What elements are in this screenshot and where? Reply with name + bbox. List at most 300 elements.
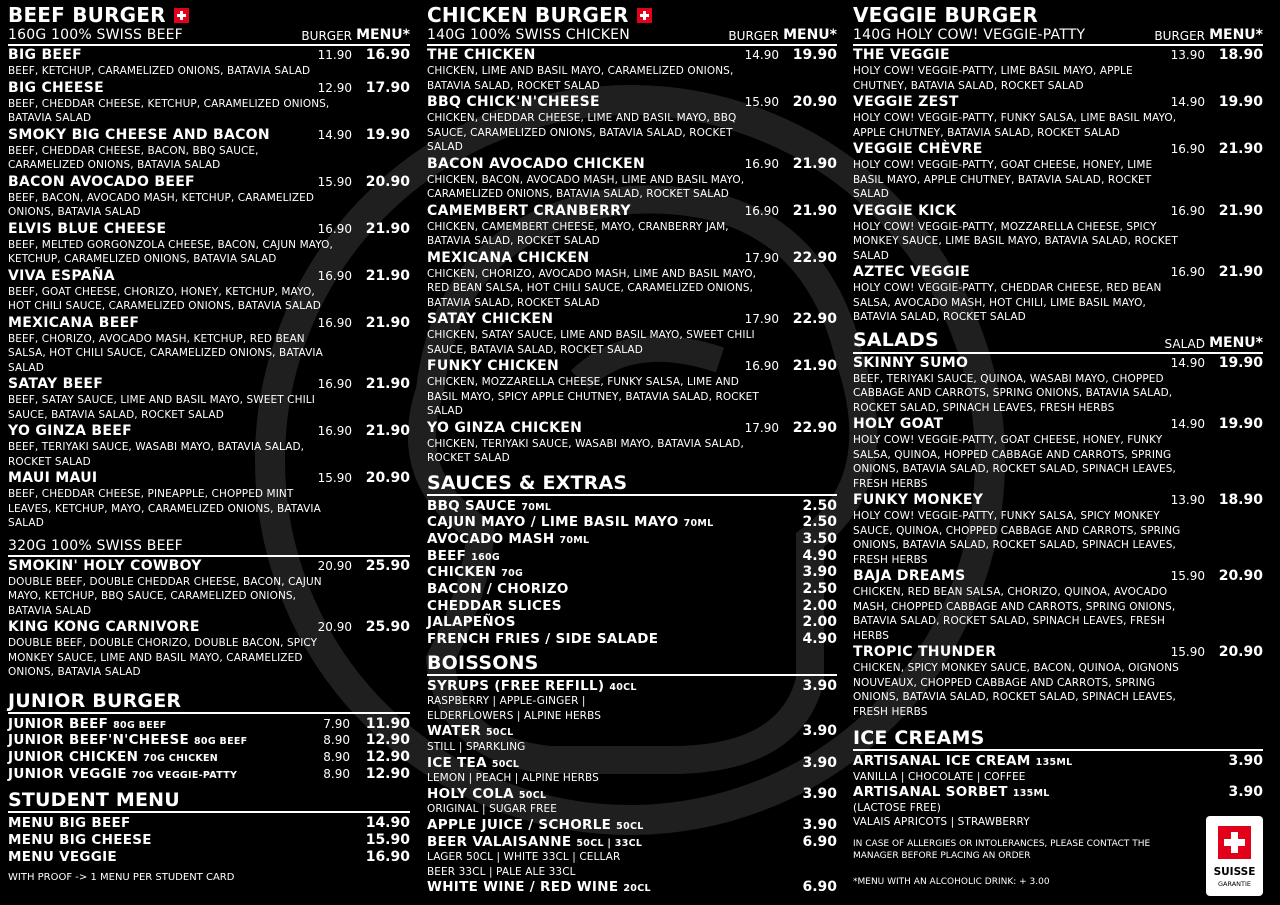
item-label: CHICKEN: [427, 564, 497, 581]
list-item-row: [8, 832, 410, 849]
list-item: [427, 614, 837, 631]
list-item-row: [8, 849, 410, 866]
item-label: JUNIOR BEEF'N'CHEESE: [8, 732, 189, 749]
list-item: [853, 753, 1263, 784]
list-item-row: [427, 678, 837, 695]
item-name: [427, 498, 777, 514]
item-label: BEEF: [427, 547, 467, 564]
item-name: [427, 531, 777, 547]
item-description: HOLY COW! VEGGIE-PATTY, GOAT CHEESE, HONEY, LIME BASIL MAYO, APPLE CHUTNEY, BATAVIA SALAD, ROCKET SALAD: [853, 159, 1153, 200]
item-description: (LACTOSE FREE) VALAIS APRICOTS | STRAWBERRY: [853, 801, 1030, 829]
item-description: CHICKEN, RED BEAN SALSA, CHORIZO, QUINOA, AVOCADO MASH, CHOPPED CABBAGE AND CARROTS, SPRING ONIONS, BATAVIA SALAD, ROCKET SALAD, SPINACH LEAVES, FRESH HERBS: [853, 586, 1176, 642]
item-price: 3.90: [802, 785, 837, 802]
item-name: BACON AVOCADO BEEF: [8, 173, 195, 190]
burger-price: 15.90: [1170, 645, 1205, 659]
item-name: THE CHICKEN: [427, 47, 536, 63]
list-item-row: [427, 564, 837, 581]
item-label: WHITE WINE / RED WINE: [427, 879, 619, 896]
item-name: BIG BEEF: [8, 47, 83, 63]
burger-price: 16.90: [1170, 203, 1205, 218]
burger-price: 16.90: [317, 424, 352, 438]
menu-price: 22.90: [792, 311, 837, 327]
list-item-row: [427, 531, 837, 548]
item-price: 15.90: [365, 831, 410, 848]
list-item: [427, 564, 837, 581]
item-label: FRENCH FRIES / SIDE SALADE: [427, 631, 659, 647]
list-item-row: [427, 548, 837, 565]
item-price: 14.90: [365, 815, 410, 832]
burger-price: 16.90: [1170, 265, 1205, 279]
sauces-title: SAUCES & EXTRAS: [427, 472, 837, 496]
menu-item: [853, 492, 1263, 567]
item-label: MENU BIG CHEESE: [8, 831, 152, 848]
item-price: 3.90: [1228, 753, 1263, 769]
list-item-row: [427, 723, 837, 740]
item-size: 160G: [471, 551, 500, 563]
list-item: [427, 834, 837, 880]
menu-item-row: [427, 358, 837, 375]
list-item-row: [427, 614, 837, 631]
item-price: 6.90: [802, 833, 837, 850]
item-name: VEGGIE ZEST: [853, 94, 959, 110]
menu-item: [427, 203, 837, 249]
menu-column-header: MENU*: [1209, 334, 1263, 351]
list-item: [8, 815, 410, 832]
item-label: APPLE JUICE / SCHORLE: [427, 816, 612, 833]
item-description: CHICKEN, LIME AND BASIL MAYO, CARAMELIZED ONIONS, BATAVIA SALAD, ROCKET SALAD: [427, 65, 734, 92]
item-label: ARTISANAL ICE CREAM: [853, 753, 1031, 769]
menu-item-row: [427, 250, 837, 267]
burger-price: 15.90: [744, 95, 779, 109]
item-size: 50CL: [491, 758, 520, 770]
menu-item: [853, 141, 1263, 202]
beef-320-subheader: [8, 537, 410, 557]
menu-item: [8, 376, 410, 422]
menu-item-row: [427, 47, 837, 64]
drinks-title: BOISSONS: [427, 652, 837, 676]
menu-item-row: [8, 619, 410, 636]
item-price: 3.90: [1228, 784, 1263, 801]
menu-price: 21.90: [1218, 264, 1263, 280]
swiss-flag-icon: [174, 8, 189, 23]
item-size: 70G VEGGIE-PATTY: [131, 769, 238, 781]
item-size: 50CL: [616, 820, 644, 832]
item-name: YO GINZA BEEF: [8, 423, 132, 439]
menu-item: [8, 268, 410, 314]
burger-price: 13.90: [1170, 493, 1205, 507]
item-label: JUNIOR VEGGIE: [8, 765, 127, 782]
item-description: BEEF, SATAY SAUCE, LIME AND BASIL MAYO, SWEET CHILI SAUCE, BATAVIA SALAD, ROCKET SALAD: [8, 394, 315, 421]
item-label: AVOCADO MASH: [427, 530, 555, 547]
item-name: [853, 784, 1203, 800]
menu-item: [427, 94, 837, 155]
veggie-burger-title: VEGGIE BURGER: [853, 3, 1039, 27]
burger-price: 14.90: [1170, 95, 1205, 109]
column-left: [8, 4, 410, 884]
menu-price: 19.90: [792, 47, 837, 63]
item-label: MENU BIG BEEF: [8, 815, 131, 832]
item-description: BEEF, CHEDDAR CHEESE, BACON, BBQ SAUCE, CARAMELIZED ONIONS, BATAVIA SALAD: [8, 144, 259, 171]
item-price: 3.50: [802, 530, 837, 547]
menu-price: 22.90: [792, 249, 837, 266]
item-size: 80G BEEF: [113, 719, 167, 731]
item-name: TROPIC THUNDER: [853, 644, 997, 660]
allergy-note: IN CASE OF ALLERGIES OR INTOLERANCES, PLEASE CONTACT THE MANAGER BEFORE PLACING AN ORDER: [853, 838, 1151, 861]
menu-item: [853, 47, 1263, 93]
menu-item-row: [427, 311, 837, 328]
item-label: SYRUPS (FREE REFILL): [427, 677, 605, 694]
item-size: 70ML: [683, 518, 714, 530]
item-description: HOLY COW! VEGGIE-PATTY, LIME BASIL MAYO, APPLE CHUTNEY, BATAVIA SALAD, ROCKET SALAD: [853, 65, 1133, 92]
menu-item: [853, 355, 1263, 416]
list-item-row: [427, 498, 837, 515]
menu-price: 20.90: [1218, 568, 1263, 584]
item-price: 3.90: [802, 816, 837, 833]
burger-price: 15.90: [317, 174, 352, 189]
beef-title-row: [8, 4, 410, 26]
list-item-row: [853, 784, 1263, 801]
item-description: BEEF, CHORIZO, AVOCADO MASH, KETCHUP, RED BEAN SALSA, HOT CHILI SAUCE, CARAMELIZED ONIONS, BATAVIA SALAD: [8, 332, 323, 374]
burger-price: 17.90: [744, 420, 779, 435]
item-name: VEGGIE CHÈVRE: [853, 141, 983, 157]
item-description: BEEF, CHEDDAR CHEESE, KETCHUP, CARAMELIZED ONIONS, BATAVIA SALAD: [8, 97, 330, 124]
item-size: 70ML: [521, 501, 552, 513]
item-description: CHICKEN, CAMEMBERT CHEESE, MAYO, CRANBERRY JAM, BATAVIA SALAD, ROCKET SALAD: [427, 220, 729, 247]
menu-price: 25.90: [365, 619, 410, 635]
menu-item-row: [8, 221, 410, 238]
menu-item: [427, 420, 837, 466]
menu-item: [427, 250, 837, 311]
item-name: AZTEC VEGGIE: [853, 264, 971, 280]
item-name: BACON AVOCADO CHICKEN: [427, 155, 646, 172]
list-item: [853, 784, 1263, 830]
item-name: [427, 678, 777, 694]
item-description: HOLY COW! VEGGIE-PATTY, FUNKY SALSA, SPICY MONKEY SAUCE, QUINOA, CHOPPED CABBAGE AND CARROTS, SPRING ONIONS, BATAVIA SALAD, ROCKET SALAD, SPINACH LEAVES, FRESH HERBS: [853, 510, 1181, 566]
burger-price: 8.90: [323, 766, 350, 781]
item-name: BAJA DREAMS: [853, 568, 966, 584]
student-note: WITH PROOF -> 1 MENU PER STUDENT CARD: [8, 872, 235, 884]
item-label: BBQ SAUCE: [427, 497, 517, 514]
menu-item-row: [853, 568, 1263, 585]
icecream-item-list: [853, 753, 1263, 830]
list-item: [8, 849, 410, 866]
item-name: [427, 564, 777, 580]
item-name: FUNKY MONKEY: [853, 492, 984, 508]
chicken-subheader: [427, 26, 837, 46]
list-item: [427, 631, 837, 648]
item-description: BEEF, TERIYAKI SAUCE, QUINOA, WASABI MAYO, CHOPPED CABBAGE AND CARROTS, SPRING ONIONS, BATAVIA SALAD, ROCKET SALAD, SPINACH LEAVES, FRESH HERBS: [853, 372, 1173, 414]
burger-price: 14.90: [317, 127, 352, 142]
chicken-title-row: [427, 4, 837, 26]
item-name: THE VEGGIE: [853, 47, 950, 63]
item-size: 50CL | 33CL: [576, 837, 643, 849]
item-description: HOLY COW! VEGGIE-PATTY, FUNKY SALSA, LIME BASIL MAYO, APPLE CHUTNEY, BATAVIA SALAD, ROCKET SALAD: [853, 112, 1177, 139]
item-name: BIG CHEESE: [8, 79, 105, 96]
item-description: RASPBERRY | APPLE-GINGER | ELDERFLOWERS | ALPINE HERBS: [427, 695, 601, 722]
chicken-subtitle: 140G 100% SWISS CHICKEN: [427, 27, 630, 43]
burger-price: 8.90: [323, 749, 350, 764]
menu-item-row: [8, 127, 410, 144]
item-price: 3.90: [802, 723, 837, 740]
list-item-row: [427, 879, 837, 896]
menu-column-header: MENU*: [783, 27, 837, 43]
item-name: [8, 749, 290, 765]
menu-item: [8, 47, 410, 79]
item-price: 2.50: [802, 497, 837, 514]
menu-item-row: [853, 94, 1263, 111]
badge-line1: SUISSE: [1213, 866, 1256, 878]
burger-column-header: BURGER: [1154, 29, 1205, 43]
item-name: [427, 786, 777, 802]
burger-price: 15.90: [1170, 569, 1205, 583]
item-description: CHICKEN, MOZZARELLA CHEESE, FUNKY SALSA, LIME AND BASIL MAYO, SPICY APPLE CHUTNEY, BATAVIA SALAD, ROCKET SALAD: [427, 376, 759, 417]
burger-price: 16.90: [744, 156, 779, 171]
menu-item-row: [427, 420, 837, 437]
student-title: STUDENT MENU: [8, 789, 410, 813]
item-name: HOLY GOAT: [853, 416, 944, 432]
menu-item-row: [427, 156, 837, 173]
menu-item-row: [853, 355, 1263, 372]
menu-price: 12.90: [365, 732, 410, 749]
item-label: ICE TEA: [427, 754, 487, 771]
menu-item-row: [427, 94, 837, 111]
item-label: BEER VALAISANNE: [427, 833, 572, 850]
item-name: SATAY CHICKEN: [427, 311, 554, 327]
item-description: HOLY COW! VEGGIE-PATTY, MOZZARELLA CHEESE, SPICY MONKEY SAUCE, LIME BASIL MAYO, BATAVIA SALAD, ROCKET SALAD: [853, 220, 1178, 262]
item-name: [427, 614, 777, 630]
item-description: DOUBLE BEEF, DOUBLE CHORIZO, DOUBLE BACON, SPICY MONKEY SAUCE, LIME AND BASIL MAYO, CARAMELIZED ONIONS, BATAVIA SALAD: [8, 637, 318, 678]
item-price: 3.90: [802, 754, 837, 771]
salad-item-list: [853, 355, 1263, 720]
burger-column-header: BURGER: [728, 29, 779, 43]
item-label: ARTISANAL SORBET: [853, 784, 1008, 801]
menu-item-row: [8, 80, 410, 97]
item-size: 135ML: [1035, 757, 1073, 768]
menu-price: 20.90: [365, 173, 410, 190]
item-description: CHICKEN, TERIYAKI SAUCE, WASABI MAYO, BATAVIA SALAD, ROCKET SALAD: [427, 437, 744, 464]
item-label: MENU VEGGIE: [8, 848, 117, 865]
menu-price: 21.90: [1218, 202, 1263, 219]
menu-price: 25.90: [365, 557, 410, 574]
menu-price: 19.90: [365, 126, 410, 143]
burger-price: 20.90: [317, 620, 352, 634]
item-size: 70G CHICKEN: [143, 752, 219, 764]
burger-price: 14.90: [1170, 355, 1205, 370]
item-name: KING KONG CARNIVORE: [8, 619, 200, 635]
item-description: LEMON | PEACH | ALPINE HERBS: [427, 772, 599, 785]
menu-item: [853, 416, 1263, 491]
list-item: [427, 498, 837, 515]
swiss-cross-icon: [1218, 826, 1251, 859]
menu-price: 11.90: [365, 715, 410, 732]
item-name: VEGGIE KICK: [853, 202, 957, 219]
menu-column-header: MENU*: [356, 27, 410, 43]
item-name: [8, 849, 350, 865]
item-name: [427, 723, 777, 739]
item-name: SKINNY SUMO: [853, 354, 969, 371]
menu-item: [427, 311, 837, 357]
burger-price: 16.90: [317, 377, 352, 391]
item-price: 3.90: [802, 677, 837, 694]
item-name: [8, 732, 290, 748]
drink-item-list: [427, 678, 837, 896]
item-description: HOLY COW! VEGGIE-PATTY, CHEDDAR CHEESE, RED BEAN SALSA, AVOCADO MASH, HOT CHILI, LIME BASIL MAYO, BATAVIA SALAD, ROCKET SALAD: [853, 282, 1162, 323]
item-size: 135ML: [1012, 788, 1050, 800]
menu-item-row: [427, 203, 837, 220]
item-description: STILL | SPARKLING: [427, 741, 526, 754]
menu-price: 21.90: [1218, 141, 1263, 157]
item-price: 2.00: [802, 597, 837, 614]
item-name: [427, 817, 777, 833]
list-item: [427, 514, 837, 531]
item-description: CHICKEN, CHORIZO, AVOCADO MASH, LIME AND BASIL MAYO, RED BEAN SALSA, HOT CHILI SAUCE, CARAMELIZED ONIONS, BATAVIA SALAD, ROCKET SALAD: [427, 267, 757, 309]
list-item-row: [427, 514, 837, 531]
item-description: BEEF, CHEDDAR CHEESE, PINEAPPLE, CHOPPED MINT LEAVES, KETCHUP, MAYO, CARAMELIZED ONIONS, BATAVIA SALAD: [8, 488, 321, 529]
veggie-subheader: [853, 26, 1263, 46]
menu-item-row: [853, 264, 1263, 281]
item-price: 2.00: [802, 614, 837, 631]
list-item: [427, 786, 837, 817]
item-size: 20CL: [623, 883, 651, 895]
item-description: CHICKEN, SPICY MONKEY SAUCE, BACON, QUINOA, OIGNONS NOUVEAUX, CHOPPED CABBAGE AND CARROTS, SPRING ONIONS, BATAVIA SALAD, ROCKET SALAD, SPINACH LEAVES, FRESH HERBS: [853, 662, 1179, 718]
burger-price: 13.90: [1170, 48, 1205, 62]
item-name: MEXICANA BEEF: [8, 314, 140, 331]
item-size: 70ML: [559, 534, 590, 546]
menu-item-row: [853, 644, 1263, 661]
item-name: [427, 581, 777, 597]
item-size: 70G: [501, 568, 524, 580]
junior-item: [8, 732, 410, 749]
list-item-row: [427, 817, 837, 834]
beef-320-subtitle: 320G 100% SWISS BEEF: [8, 537, 183, 554]
item-price: 6.90: [802, 879, 837, 896]
burger-price: 20.90: [317, 558, 352, 573]
menu-item: [853, 94, 1263, 140]
item-name: CAMEMBERT CRANBERRY: [427, 202, 631, 219]
badge-line2: GARANTIE: [1217, 880, 1252, 888]
item-label: HOLY COLA: [427, 785, 514, 802]
menu-item-row: [853, 416, 1263, 433]
item-description: BEEF, GOAT CHEESE, CHORIZO, HONEY, KETCHUP, MAYO, HOT CHILI SAUCE, CARAMELIZED ONIONS, BATAVIA SALAD: [8, 285, 321, 312]
item-description: HOLY COW! VEGGIE-PATTY, GOAT CHEESE, HONEY, FUNKY SALSA, QUINOA, HOPPED CABBAGE AND CARROTS, SPRING ONIONS, BATAVIA SALAD, ROCKET SALAD, SPINACH LEAVES, FRESH HERBS: [853, 434, 1176, 490]
menu-item-row: [8, 47, 410, 64]
menu-price: 19.90: [1218, 94, 1263, 110]
item-name: [427, 879, 777, 895]
item-size: 50CL: [518, 789, 547, 801]
item-description: BEEF, BACON, AVOCADO MASH, KETCHUP, CARAMELIZED ONIONS, BATAVIA SALAD: [8, 191, 315, 218]
menu-price: 18.90: [1218, 492, 1263, 508]
item-name: [427, 631, 777, 647]
item-description: CHICKEN, SATAY SAUCE, LIME AND BASIL MAYO, SWEET CHILI SAUCE, BATAVIA SALAD, ROCKET SALAD: [427, 329, 755, 356]
item-description: CHICKEN, CHEDDAR CHEESE, LIME AND BASIL MAYO, BBQ SAUCE, CARAMELIZED ONIONS, BATAVIA SALAD, ROCKET SALAD: [427, 112, 737, 153]
column-middle: [427, 4, 837, 896]
salads-title: SALADS: [853, 328, 939, 351]
menu-item: [8, 174, 410, 220]
list-item: [427, 598, 837, 615]
menu-price: 20.90: [792, 94, 837, 110]
student-item-list: [8, 815, 410, 865]
menu-item: [853, 264, 1263, 325]
item-price: 4.90: [802, 547, 837, 564]
item-label: CAJUN MAYO / LIME BASIL MAYO: [427, 514, 679, 531]
menu-item: [8, 221, 410, 267]
menu-price: 21.90: [365, 267, 410, 284]
list-item: [427, 879, 837, 896]
item-size: 80G BEEF: [194, 736, 248, 748]
item-name: VIVA ESPAÑA: [8, 267, 115, 284]
chicken-burger-title: CHICKEN BURGER: [427, 3, 629, 27]
item-name: [427, 548, 777, 564]
menu-item: [427, 358, 837, 419]
junior-item: [8, 716, 410, 733]
burger-price: 14.90: [1170, 417, 1205, 431]
list-item-row: [853, 753, 1263, 770]
icecream-title: ICE CREAMS: [853, 727, 1263, 751]
menu-item: [853, 568, 1263, 643]
burger-price: 15.90: [317, 471, 352, 485]
beef-item-list: [8, 47, 410, 531]
menu-item: [427, 156, 837, 202]
item-label: CHEDDAR SLICES: [427, 597, 562, 614]
menu-price: 21.90: [365, 220, 410, 237]
list-item-row: [427, 598, 837, 615]
item-description: DOUBLE BEEF, DOUBLE CHEDDAR CHEESE, BACON, CAJUN MAYO, KETCHUP, BBQ SAUCE, CARAMELIZED ONIONS, BATAVIA SALAD: [8, 575, 322, 617]
menu-item: [8, 80, 410, 126]
item-name: MAUI MAUI: [8, 470, 98, 486]
item-price: 4.90: [802, 631, 837, 647]
junior-title: JUNIOR BURGER: [8, 690, 410, 714]
menu-price: 20.90: [365, 470, 410, 486]
menu-item: [8, 619, 410, 680]
beef-burger-title: BEEF BURGER: [8, 3, 166, 27]
suisse-garantie-logo: [1206, 816, 1263, 896]
burger-price: 16.90: [744, 359, 779, 373]
item-name: FUNKY CHICKEN: [427, 358, 560, 374]
item-name: SATAY BEEF: [8, 376, 104, 392]
menu-price: 21.90: [365, 314, 410, 331]
menu-price: 22.90: [792, 419, 837, 436]
menu-price: 19.90: [1218, 354, 1263, 371]
burger-price: 14.90: [744, 48, 779, 62]
item-price: 3.90: [802, 564, 837, 581]
burger-price: 16.90: [744, 203, 779, 218]
list-item-row: [427, 631, 837, 648]
list-item-row: [427, 755, 837, 772]
menu-item: [8, 470, 410, 531]
beef-subtitle: 160G 100% SWISS BEEF: [8, 27, 183, 43]
item-price: 2.50: [802, 514, 837, 531]
chicken-item-list: [427, 47, 837, 466]
item-name: ELVIS BLUE CHEESE: [8, 220, 167, 237]
alcohol-note: *MENU WITH AN ALCOHOLIC DRINK: + 3.00: [853, 876, 1050, 887]
menu-price: 21.90: [792, 155, 837, 172]
junior-item: [8, 749, 410, 766]
menu-item: [427, 47, 837, 93]
item-name: SMOKIN' HOLY COWBOY: [8, 557, 202, 574]
burger-price: 16.90: [317, 315, 352, 330]
item-name: MEXICANA CHICKEN: [427, 249, 590, 266]
item-price: 2.50: [802, 580, 837, 597]
menu-item: [853, 644, 1263, 719]
menu-price: 21.90: [792, 358, 837, 374]
item-description: LAGER 50CL | WHITE 33CL | CELLAR BEER 33CL | PALE ALE 33CL: [427, 851, 621, 878]
burger-price: 17.90: [744, 250, 779, 265]
menu-item-row: [853, 47, 1263, 64]
burger-column-header: BURGER: [301, 29, 352, 43]
item-name: [8, 716, 290, 732]
item-name: [8, 832, 350, 848]
menu-price: 17.90: [365, 79, 410, 96]
